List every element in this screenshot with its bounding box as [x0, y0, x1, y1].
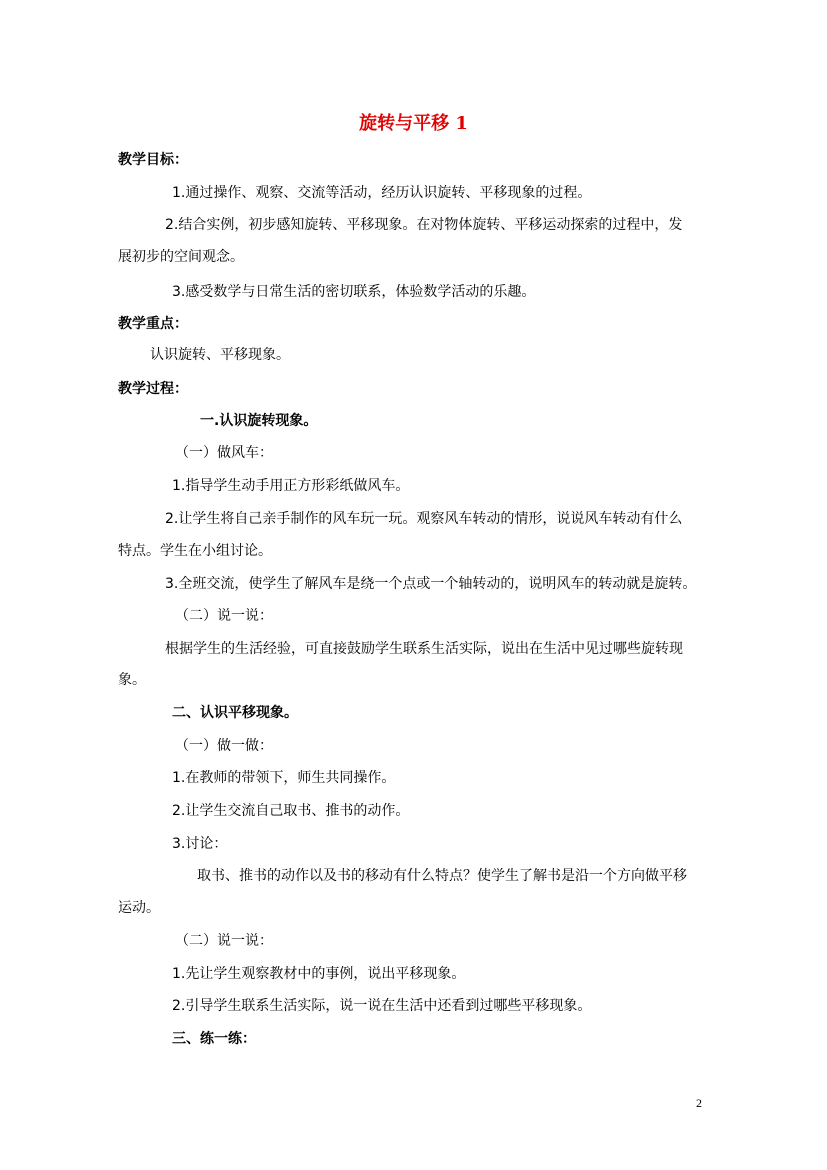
part1-item3: 3.全班交流，使学生了解风车是绕一个点或一个轴转动的，说明风车的转动就是旋转。 [165, 576, 697, 592]
part1-item1: 1.指导学生动手用正方形彩纸做风车。 [172, 478, 410, 494]
part2-discuss-line-1: 取书、推书的动作以及书的移动有什么特点？使学生了解书是沿一个方向做平移 [197, 868, 687, 884]
part2-talk2: 2.引导学生联系生活实际，说一说在生活中还看到过哪些平移现象。 [172, 998, 592, 1014]
goal-2-line-2: 展初步的空间观念。 [118, 249, 244, 265]
page-number: 2 [696, 1096, 702, 1110]
part1-sub1: （一）做风车： [175, 445, 273, 461]
part2-sub2: （二）说一说： [175, 933, 273, 949]
part1-sub2: （二）说一说： [175, 608, 273, 624]
goal-2-line-1: 2.结合实例，初步感知旋转、平移现象。在对物体旋转、平移运动探索的过程中，发 [165, 217, 683, 233]
page-title: 旋转与平移 1 [359, 113, 468, 134]
goal-3: 3.感受数学与日常生活的密切联系，体验数学活动的乐趣。 [172, 284, 536, 300]
part1-heading: 一.认识旋转现象。 [200, 413, 318, 429]
part2-item3: 3.讨论： [172, 836, 228, 852]
part2-sub1: （一）做一做： [175, 738, 273, 754]
part2-discuss-line-2: 运动。 [118, 900, 160, 916]
part1-item2-line-2: 特点。学生在小组讨论。 [118, 543, 272, 559]
process-heading: 教学过程： [118, 381, 188, 397]
key-heading: 教学重点： [118, 316, 188, 332]
part2-talk1: 1.先让学生观察教材中的事例，说出平移现象。 [172, 966, 466, 982]
key-text: 认识旋转、平移现象。 [150, 347, 290, 363]
part1-item2-line-1: 2.让学生将自己亲手制作的风车玩一玩。观察风车转动的情形，说说风车转动有什么 [165, 511, 683, 527]
part2-item1: 1.在教师的带领下，师生共同操作。 [172, 770, 396, 786]
part1-talk-line-1: 根据学生的生活经验，可直接鼓励学生联系生活实际，说出在生活中见过哪些旋转现 [165, 641, 683, 657]
part3-heading: 三、练一练： [172, 1031, 256, 1047]
goals-heading: 教学目标： [118, 152, 188, 168]
part2-heading: 二、认识平移现象。 [172, 705, 298, 721]
goal-1: 1.通过操作、观察、交流等活动，经历认识旋转、平移现象的过程。 [172, 185, 592, 201]
part1-talk-line-2: 象。 [118, 672, 146, 688]
part2-item2: 2.让学生交流自己取书、推书的动作。 [172, 803, 410, 819]
